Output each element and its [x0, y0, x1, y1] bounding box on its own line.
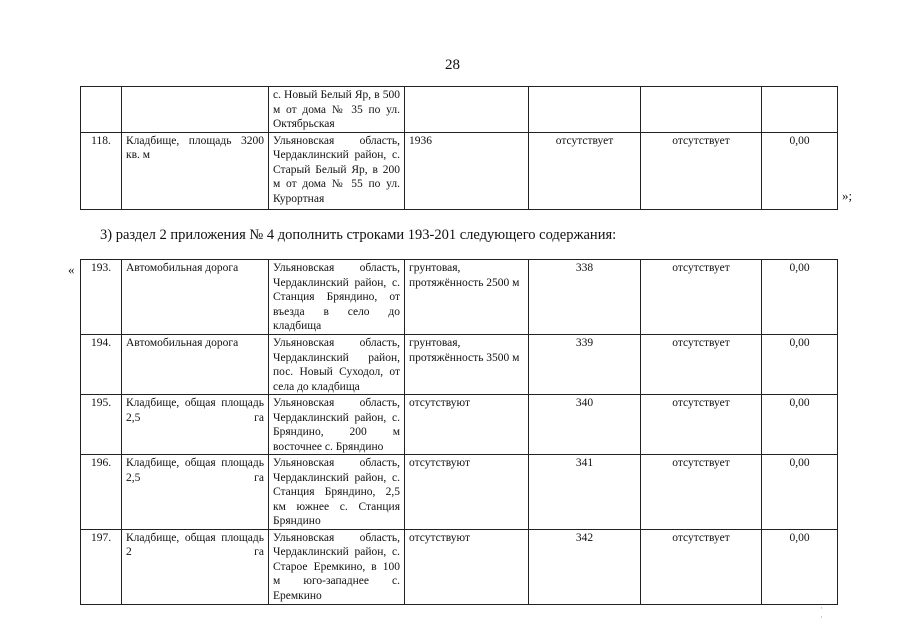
cell-address: Ульяновская область, Чердаклинский район, с. Станция Бряндино, от въезда в село до кладбища [269, 260, 405, 335]
section-heading: 3) раздел 2 приложения № 4 дополнить строками 193-201 следующего содержания: [100, 227, 617, 243]
cell-address: Ульяновская область, Чердаклинский район, с. Станция Бряндино, 2,5 км южнее с. Станция Бряндино [269, 455, 405, 530]
cell-type: грунтовая, протяжённость 3500 м [405, 335, 529, 395]
table-row [81, 395, 838, 455]
table-row [81, 260, 838, 335]
cell-value [762, 87, 838, 133]
cell-type: отсутствуют [405, 455, 529, 530]
cell-status: отсутствует [641, 455, 762, 530]
cell-registration: 341 [529, 455, 641, 530]
cell-value: 0,00 [762, 395, 838, 455]
cell-registration: 342 [529, 529, 641, 604]
cell-name: Кладбище, площадь 3200 кв. м [122, 132, 269, 209]
cell-value: 0,00 [762, 529, 838, 604]
cell-address: Ульяновская область, Чердаклинский район, с. Старый Белый Яр, в 200 м от дома № 55 по ул. Курортная [269, 132, 405, 209]
cell-name [122, 87, 269, 133]
cell-value: 0,00 [762, 260, 838, 335]
cell-status: отсутствует [641, 132, 762, 209]
table-row [81, 455, 838, 530]
cell-registration: 339 [529, 335, 641, 395]
page-number: 28 [445, 57, 460, 73]
registry-table-added-rows [80, 259, 838, 605]
cell-number: 196. [81, 455, 122, 530]
cell-status: отсутствует [641, 529, 762, 604]
table-row [81, 335, 838, 395]
cell-name: Кладбище, общая площадь 2 га [122, 529, 269, 604]
scan-speck: · [820, 603, 823, 613]
cell-value: 0,00 [762, 132, 838, 209]
cell-address: Ульяновская область, Чердаклинский район, с. Старое Еремкино, в 100 м юго-западнее с. Еремкино [269, 529, 405, 604]
cell-name: Кладбище, общая площадь 2,5 га [122, 455, 269, 530]
cell-address: Ульяновская область, Чердаклинский район, с. Бряндино, 200 м восточнее с. Бряндино [269, 395, 405, 455]
cell-status [641, 87, 762, 133]
cell-number: 197. [81, 529, 122, 604]
closing-quote-mark: »; [842, 188, 853, 203]
cell-address: Ульяновская область, Чердаклинский район, пос. Новый Суходол, от села до кладбища [269, 335, 405, 395]
cell-status: отсутствует [641, 395, 762, 455]
cell-type: 1936 [405, 132, 529, 209]
cell-number [81, 87, 122, 133]
cell-name: Автомобильная дорога [122, 260, 269, 335]
cell-registration [529, 87, 641, 133]
cell-type: отсутствуют [405, 395, 529, 455]
cell-type [405, 87, 529, 133]
cell-registration: 338 [529, 260, 641, 335]
cell-registration: отсутствует [529, 132, 641, 209]
cell-registration: 340 [529, 395, 641, 455]
scan-speck: · [820, 612, 823, 622]
cell-number: 118. [81, 132, 122, 209]
cell-value: 0,00 [762, 335, 838, 395]
table-row [81, 132, 838, 209]
cell-status: отсутствует [641, 260, 762, 335]
table-row [81, 529, 838, 604]
cell-number: 194. [81, 335, 122, 395]
cell-number: 193. [81, 260, 122, 335]
cell-type: отсутствуют [405, 529, 529, 604]
registry-table-continued [80, 86, 838, 210]
cell-number: 195. [81, 395, 122, 455]
cell-name: Автомобильная дорога [122, 335, 269, 395]
table-row [81, 87, 838, 133]
cell-type: грунтовая, протяжённость 2500 м [405, 260, 529, 335]
opening-quote-mark: « [68, 262, 75, 277]
cell-status: отсутствует [641, 335, 762, 395]
cell-value: 0,00 [762, 455, 838, 530]
cell-address: с. Новый Белый Яр, в 500 м от дома № 35 по ул. Октябрьская [269, 87, 405, 133]
cell-name: Кладбище, общая площадь 2,5 га [122, 395, 269, 455]
